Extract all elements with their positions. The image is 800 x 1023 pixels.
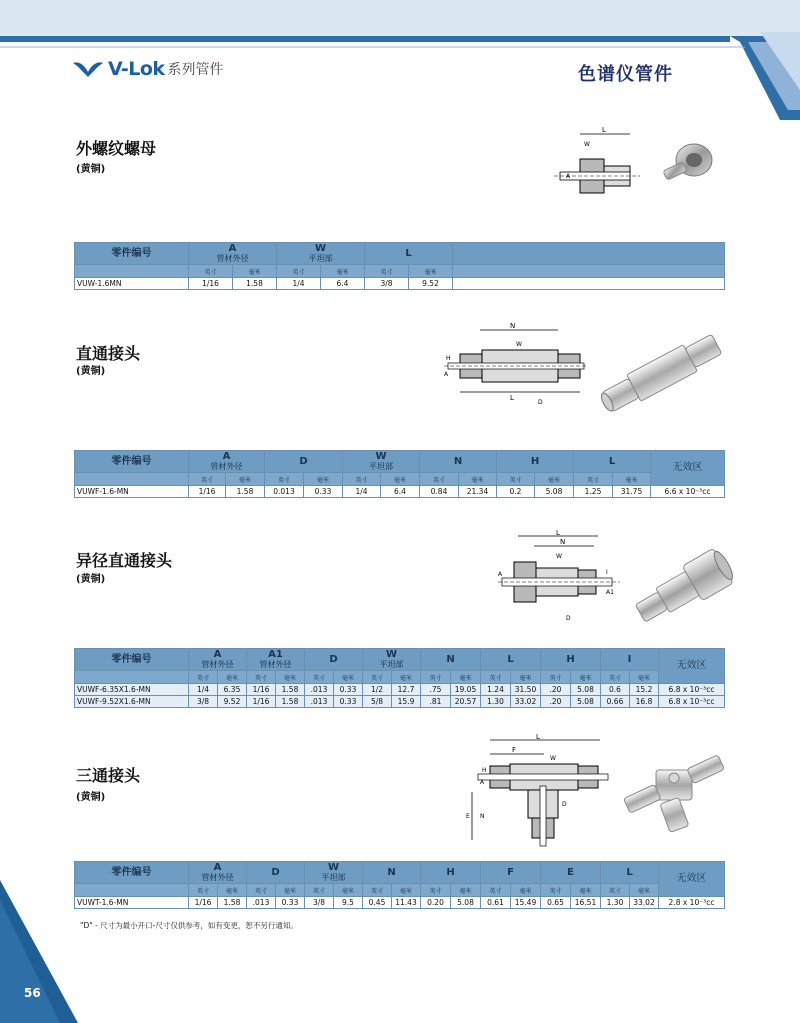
table-cell: 1/16 bbox=[247, 696, 276, 708]
dim-label-a: A bbox=[444, 371, 449, 378]
unit-inch: 英寸 bbox=[189, 473, 226, 486]
table-cell: 5/8 bbox=[363, 696, 392, 708]
header-a: A 管材外径 bbox=[189, 649, 247, 671]
dim-label-l: L bbox=[536, 733, 540, 741]
unit-mm: 毫米 bbox=[304, 473, 343, 486]
part-number-cell: VUWF-9.52X1.6-MN bbox=[75, 696, 189, 708]
unit-mm: 毫米 bbox=[613, 473, 651, 486]
table-row bbox=[75, 684, 725, 696]
unit-blank bbox=[75, 671, 189, 684]
table-cell: 0.66 bbox=[601, 696, 630, 708]
table-cell: 21.34 bbox=[459, 486, 497, 498]
unit-mm: 毫米 bbox=[381, 473, 420, 486]
unit-mm: 毫米 bbox=[392, 671, 421, 684]
unit-inch: 英寸 bbox=[189, 884, 218, 897]
section-material: (黄铜) bbox=[76, 366, 106, 377]
table-cell: .81 bbox=[421, 696, 451, 708]
unit-inch: 英寸 bbox=[247, 884, 276, 897]
table-row bbox=[75, 278, 725, 290]
unit-mm: 毫米 bbox=[630, 671, 659, 684]
header-w: W 平坦部 bbox=[343, 451, 420, 473]
table-cell: 6.8 x 10⁻³cc bbox=[659, 696, 725, 708]
table-cell: 1.25 bbox=[574, 486, 613, 498]
table-cell: 5.08 bbox=[571, 696, 601, 708]
header-n: N bbox=[421, 649, 481, 671]
spec-table-reducer bbox=[74, 648, 725, 708]
unit-inch: 英寸 bbox=[601, 671, 630, 684]
dim-label-a: A bbox=[498, 571, 503, 578]
table-cell: 6.4 bbox=[381, 486, 420, 498]
table-cell: .75 bbox=[421, 684, 451, 696]
header-n: N bbox=[420, 451, 497, 473]
reducer-photo bbox=[626, 540, 736, 640]
header-part-number: 零件编号 bbox=[75, 243, 189, 265]
logo-subtitle: 系列管件 bbox=[167, 62, 224, 78]
table-cell: 5.08 bbox=[451, 897, 481, 909]
table-cell: 31.75 bbox=[613, 486, 651, 498]
unit-mm: 毫米 bbox=[226, 473, 265, 486]
unit-mm: 毫米 bbox=[571, 884, 601, 897]
table-cell: 3/8 bbox=[365, 278, 409, 290]
header-l: L bbox=[365, 243, 453, 265]
unit-blank bbox=[75, 473, 189, 486]
section-title: 直通接头 bbox=[76, 344, 141, 363]
unit-inch: 英寸 bbox=[481, 884, 511, 897]
table-cell: 1.30 bbox=[601, 897, 630, 909]
table-cell: 9.5 bbox=[334, 897, 363, 909]
header-l: L bbox=[601, 862, 659, 884]
dim-label-i: I bbox=[606, 569, 608, 576]
unit-inch: 英寸 bbox=[305, 884, 334, 897]
header-h: H bbox=[497, 451, 574, 473]
brand-logo bbox=[72, 58, 224, 80]
table-cell: 16.51 bbox=[571, 897, 601, 909]
header-w: W 平坦部 bbox=[363, 649, 421, 671]
dim-label-d: D bbox=[562, 801, 567, 808]
dim-label-h: H bbox=[446, 355, 451, 362]
header-part-number: 零件编号 bbox=[75, 649, 189, 671]
table-cell: 1/4 bbox=[343, 486, 381, 498]
table-cell: 2.8 x 10⁻³cc bbox=[659, 897, 725, 909]
unit-mm: 毫米 bbox=[409, 265, 453, 278]
unit-inch: 英寸 bbox=[481, 671, 511, 684]
table-cell: 6.8 x 10⁻³cc bbox=[659, 684, 725, 696]
table-cell: 1.58 bbox=[233, 278, 277, 290]
table-cell: 15.9 bbox=[392, 696, 421, 708]
unit-mm: 毫米 bbox=[218, 884, 247, 897]
dim-label-a1: A1 bbox=[606, 589, 614, 596]
table-cell: 1.58 bbox=[276, 684, 305, 696]
header-i: I bbox=[601, 649, 659, 671]
table-cell: 0.33 bbox=[334, 696, 363, 708]
unit-inch: 英寸 bbox=[541, 884, 571, 897]
table-cell: 16.8 bbox=[630, 696, 659, 708]
unit-inch: 英寸 bbox=[189, 265, 233, 278]
table-cell bbox=[453, 278, 725, 290]
page-title: 色谱仪管件 bbox=[578, 64, 673, 85]
table-cell: 1/16 bbox=[189, 486, 226, 498]
union-photo bbox=[592, 328, 732, 418]
unit-inch: 英寸 bbox=[420, 473, 459, 486]
unit-inch: 英寸 bbox=[343, 473, 381, 486]
table-cell: 3/8 bbox=[305, 897, 334, 909]
male-nut-photo bbox=[656, 138, 716, 188]
unit-mm: 毫米 bbox=[392, 884, 421, 897]
dim-label-n: N bbox=[560, 538, 566, 546]
table-cell: 33.02 bbox=[630, 897, 659, 909]
section-title: 三通接头 bbox=[76, 766, 141, 785]
header-part-number: 零件编号 bbox=[75, 451, 189, 473]
header-w: W 平坦部 bbox=[305, 862, 363, 884]
tee-photo bbox=[614, 744, 734, 840]
table-cell: 33.02 bbox=[511, 696, 541, 708]
table-cell: 5.08 bbox=[571, 684, 601, 696]
table-row bbox=[75, 486, 725, 498]
section-material: (黄铜) bbox=[76, 164, 106, 175]
table-cell: 1/2 bbox=[363, 684, 392, 696]
dim-label-h: H bbox=[482, 767, 487, 774]
section-title: 异径直通接头 bbox=[76, 551, 173, 570]
table-cell: .20 bbox=[541, 684, 571, 696]
unit-inch: 英寸 bbox=[363, 884, 392, 897]
header-f: F bbox=[481, 862, 541, 884]
unit-mm: 毫米 bbox=[451, 884, 481, 897]
header-d: D bbox=[247, 862, 305, 884]
footnote: "D" - 尺寸为最小开口-尺寸仅供参考，如有变更，恕不另行通知。 bbox=[80, 921, 298, 930]
table-cell: 0.20 bbox=[421, 897, 451, 909]
table-cell: 1.30 bbox=[481, 696, 511, 708]
table-cell: 9.52 bbox=[409, 278, 453, 290]
table-cell: 19.05 bbox=[451, 684, 481, 696]
unit-blank bbox=[453, 265, 725, 278]
unit-inch: 英寸 bbox=[421, 671, 451, 684]
table-cell: 0.33 bbox=[334, 684, 363, 696]
dim-label-a: A bbox=[566, 173, 571, 180]
unit-inch: 英寸 bbox=[305, 671, 334, 684]
unit-inch: 英寸 bbox=[574, 473, 613, 486]
unit-blank bbox=[75, 265, 189, 278]
dim-label-d: D bbox=[538, 399, 543, 406]
male-nut-drawing bbox=[550, 124, 650, 214]
logo-text: V-Lok bbox=[108, 58, 165, 80]
section-title: 外螺纹螺母 bbox=[76, 139, 157, 158]
table-cell: 11.43 bbox=[392, 897, 421, 909]
unit-mm: 毫米 bbox=[233, 265, 277, 278]
dim-label-a: A bbox=[480, 779, 485, 786]
header-dead-volume: 无效区 bbox=[651, 451, 725, 486]
header-part-number: 零件编号 bbox=[75, 862, 189, 884]
unit-mm: 毫米 bbox=[321, 265, 365, 278]
tee-drawing bbox=[466, 732, 612, 850]
header-e: E bbox=[541, 862, 601, 884]
table-cell: 1.58 bbox=[276, 696, 305, 708]
dim-label-d: D bbox=[566, 615, 571, 622]
dim-label-l: L bbox=[510, 394, 514, 402]
table-cell: 0.65 bbox=[541, 897, 571, 909]
table-row bbox=[75, 696, 725, 708]
table-cell: 1/4 bbox=[189, 684, 218, 696]
unit-blank bbox=[75, 884, 189, 897]
dim-label-l: L bbox=[556, 529, 560, 537]
unit-mm: 毫米 bbox=[451, 671, 481, 684]
header-a: A 管材外径 bbox=[189, 451, 265, 473]
unit-inch: 英寸 bbox=[247, 671, 276, 684]
dim-label-w: W bbox=[556, 553, 562, 560]
table-cell: 0.45 bbox=[363, 897, 392, 909]
table-cell: 0.33 bbox=[304, 486, 343, 498]
table-cell: 0.2 bbox=[497, 486, 535, 498]
dim-label-w: W bbox=[550, 755, 556, 762]
header-dead-volume: 无效区 bbox=[659, 649, 725, 684]
table-cell: 6.35 bbox=[218, 684, 247, 696]
union-drawing bbox=[440, 320, 590, 410]
part-number-cell: VUWF-1.6-MN bbox=[75, 486, 189, 498]
header-a: A 管材外径 bbox=[189, 243, 277, 265]
unit-inch: 英寸 bbox=[601, 884, 630, 897]
table-cell: 0.013 bbox=[265, 486, 304, 498]
table-cell: 0.6 bbox=[601, 684, 630, 696]
unit-mm: 毫米 bbox=[511, 671, 541, 684]
wing-logo-icon bbox=[72, 60, 104, 78]
header-h: H bbox=[541, 649, 601, 671]
unit-mm: 毫米 bbox=[276, 884, 305, 897]
table-cell: 15.2 bbox=[630, 684, 659, 696]
table-cell: 5.08 bbox=[535, 486, 574, 498]
table-row bbox=[75, 897, 725, 909]
spec-table-union bbox=[74, 450, 725, 498]
unit-mm: 毫米 bbox=[334, 884, 363, 897]
table-cell: 0.33 bbox=[276, 897, 305, 909]
part-number-cell: VUWF-6.35X1.6-MN bbox=[75, 684, 189, 696]
table-cell: 6.4 bbox=[321, 278, 365, 290]
section-material: (黄铜) bbox=[76, 792, 106, 803]
table-cell: .20 bbox=[541, 696, 571, 708]
dim-label-e: E bbox=[466, 813, 470, 820]
unit-inch: 英寸 bbox=[497, 473, 535, 486]
table-cell: 0.84 bbox=[420, 486, 459, 498]
table-cell: 31.50 bbox=[511, 684, 541, 696]
table-cell: 1/16 bbox=[189, 278, 233, 290]
table-cell: 3/8 bbox=[189, 696, 218, 708]
header-d: D bbox=[305, 649, 363, 671]
unit-mm: 毫米 bbox=[630, 884, 659, 897]
table-cell: .013 bbox=[305, 684, 334, 696]
table-cell: 15.49 bbox=[511, 897, 541, 909]
unit-mm: 毫米 bbox=[459, 473, 497, 486]
table-cell: 6.6 x 10⁻³cc bbox=[651, 486, 725, 498]
section-material: (黄铜) bbox=[76, 574, 106, 585]
header-l: L bbox=[481, 649, 541, 671]
header-h: H bbox=[421, 862, 481, 884]
header-w: W 平坦部 bbox=[277, 243, 365, 265]
unit-inch: 英寸 bbox=[421, 884, 451, 897]
table-cell: .013 bbox=[305, 696, 334, 708]
header-blank bbox=[453, 243, 725, 265]
dim-label-l: L bbox=[602, 126, 606, 134]
table-cell: 1.58 bbox=[218, 897, 247, 909]
unit-mm: 毫米 bbox=[218, 671, 247, 684]
header-a1: A1 管材外径 bbox=[247, 649, 305, 671]
unit-mm: 毫米 bbox=[571, 671, 601, 684]
corner-decoration bbox=[0, 880, 80, 1023]
spec-table-male-nut bbox=[74, 242, 725, 290]
dim-label-f: F bbox=[512, 746, 517, 754]
header-l: L bbox=[574, 451, 651, 473]
dim-label-w: W bbox=[516, 341, 522, 348]
dim-label-n: N bbox=[480, 813, 485, 820]
part-number-cell: VUW-1.6MN bbox=[75, 278, 189, 290]
dim-label-w: W bbox=[584, 141, 590, 148]
unit-mm: 毫米 bbox=[334, 671, 363, 684]
unit-inch: 英寸 bbox=[365, 265, 409, 278]
table-cell: 0.61 bbox=[481, 897, 511, 909]
dim-label-n: N bbox=[510, 322, 516, 330]
table-cell: 1/16 bbox=[189, 897, 218, 909]
spec-table-tee bbox=[74, 861, 725, 909]
unit-inch: 英寸 bbox=[189, 671, 218, 684]
page-number: 56 bbox=[24, 986, 41, 1000]
table-cell: 9.52 bbox=[218, 696, 247, 708]
table-cell: 1.58 bbox=[226, 486, 265, 498]
unit-inch: 英寸 bbox=[277, 265, 321, 278]
table-cell: .013 bbox=[247, 897, 276, 909]
header-n: N bbox=[363, 862, 421, 884]
table-cell: 1/16 bbox=[247, 684, 276, 696]
reducer-drawing bbox=[494, 528, 624, 628]
unit-inch: 英寸 bbox=[363, 671, 392, 684]
header-d: D bbox=[265, 451, 343, 473]
header-a: A 管材外径 bbox=[189, 862, 247, 884]
unit-mm: 毫米 bbox=[511, 884, 541, 897]
header-dead-volume: 无效区 bbox=[659, 862, 725, 897]
table-cell: 1.24 bbox=[481, 684, 511, 696]
table-cell: 1/4 bbox=[277, 278, 321, 290]
unit-mm: 毫米 bbox=[276, 671, 305, 684]
unit-inch: 英寸 bbox=[541, 671, 571, 684]
table-cell: 20.57 bbox=[451, 696, 481, 708]
part-number-cell: VUWT-1.6-MN bbox=[75, 897, 189, 909]
table-cell: 12.7 bbox=[392, 684, 421, 696]
unit-mm: 毫米 bbox=[535, 473, 574, 486]
unit-inch: 英寸 bbox=[265, 473, 304, 486]
